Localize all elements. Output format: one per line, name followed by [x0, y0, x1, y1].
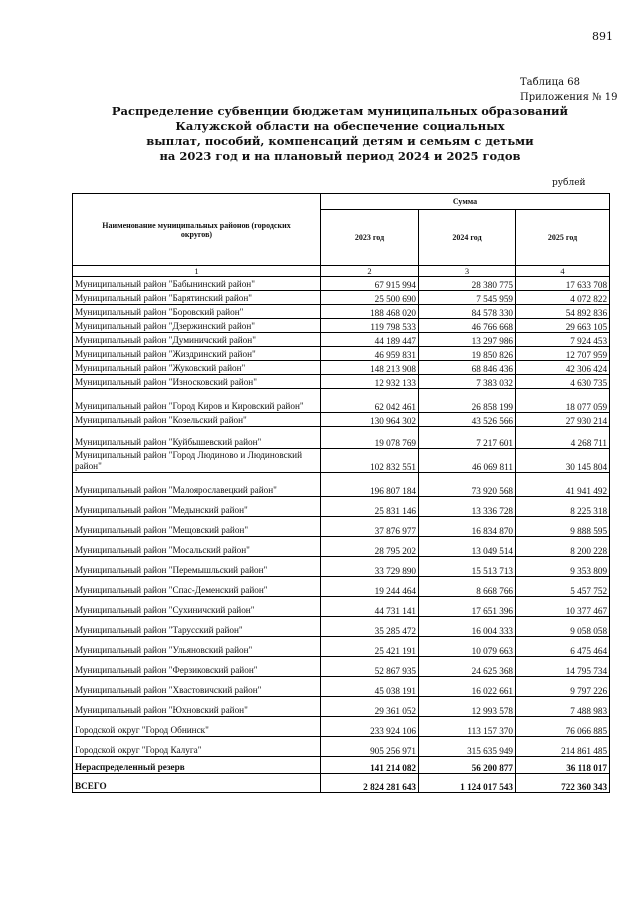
table-row — [73, 697, 610, 717]
table-reference — [520, 75, 617, 105]
amount-2025-cell: 6 475 464 — [516, 637, 610, 657]
amount-2023-cell: 25 831 146 — [321, 497, 419, 517]
table-row — [73, 333, 610, 347]
district-name-cell: Муниципальный район "Мещовский район" — [73, 517, 321, 537]
amount-2025-cell: 722 360 343 — [516, 774, 610, 793]
table-row — [73, 737, 610, 757]
column-numbers-row — [73, 266, 610, 277]
table-row — [73, 375, 610, 389]
header-year-2023: 2023 год — [321, 210, 419, 266]
district-name-cell: Муниципальный район "Город Киров и Кировский район" — [73, 389, 321, 413]
table-row — [73, 427, 610, 449]
amount-2023-cell: 19 078 769 — [321, 427, 419, 449]
amount-2024-cell: 24 625 368 — [419, 657, 516, 677]
table-row — [73, 637, 610, 657]
district-name-cell: Муниципальный район "Хвастовичский район" — [73, 677, 321, 697]
amount-2025-cell: 9 797 226 — [516, 677, 610, 697]
table-row — [73, 537, 610, 557]
amount-2024-cell: 7 217 601 — [419, 427, 516, 449]
header-name-column: Наименование муниципальных районов (городских округов) — [73, 194, 321, 266]
district-name-cell: Муниципальный район "Мосальский район" — [73, 537, 321, 557]
amount-2025-cell: 18 077 059 — [516, 389, 610, 413]
amount-2023-cell: 52 867 935 — [321, 657, 419, 677]
district-name-cell: Муниципальный район "Ферзиковский район" — [73, 657, 321, 677]
amount-2024-cell: 13 336 728 — [419, 497, 516, 517]
amount-2024-cell: 7 383 032 — [419, 375, 516, 389]
amount-2024-cell: 16 022 661 — [419, 677, 516, 697]
district-name-cell: Муниципальный район "Медынский район" — [73, 497, 321, 517]
district-name-cell: Муниципальный район "Дзержинский район" — [73, 319, 321, 333]
amount-2025-cell: 5 457 752 — [516, 577, 610, 597]
amount-2024-cell: 84 578 330 — [419, 305, 516, 319]
amount-2025-cell: 27 930 214 — [516, 413, 610, 427]
amount-2023-cell: 905 256 971 — [321, 737, 419, 757]
table-row — [73, 319, 610, 333]
amount-2024-cell: 10 079 663 — [419, 637, 516, 657]
amount-2025-cell: 36 118 017 — [516, 757, 610, 774]
amount-2025-cell: 42 306 424 — [516, 361, 610, 375]
amount-2025-cell: 8 200 228 — [516, 537, 610, 557]
amount-2025-cell: 9 353 809 — [516, 557, 610, 577]
amount-2025-cell: 7 488 983 — [516, 697, 610, 717]
amount-2025-cell: 30 145 804 — [516, 449, 610, 473]
table-reference-line1: Таблица 68 — [520, 77, 580, 88]
district-name-cell: Нераспределенный резерв — [73, 757, 321, 774]
amount-2024-cell: 43 526 566 — [419, 413, 516, 427]
amount-2023-cell: 44 731 141 — [321, 597, 419, 617]
amount-2023-cell: 67 915 994 — [321, 277, 419, 291]
header-year-2024: 2024 год — [419, 210, 516, 266]
amount-2025-cell: 4 630 735 — [516, 375, 610, 389]
amount-2023-cell: 130 964 302 — [321, 413, 419, 427]
table-row — [73, 774, 610, 793]
amount-2025-cell: 14 795 734 — [516, 657, 610, 677]
amount-2024-cell: 17 651 396 — [419, 597, 516, 617]
amount-2024-cell: 46 069 811 — [419, 449, 516, 473]
amount-2025-cell: 214 861 485 — [516, 737, 610, 757]
amount-2024-cell: 1 124 017 543 — [419, 774, 516, 793]
column-number: 2 — [321, 266, 419, 277]
amount-2023-cell: 37 876 977 — [321, 517, 419, 537]
amount-2023-cell: 141 214 082 — [321, 757, 419, 774]
table-row — [73, 305, 610, 319]
distribution-table — [72, 193, 610, 793]
amount-2023-cell: 148 213 908 — [321, 361, 419, 375]
amount-2024-cell: 113 157 370 — [419, 717, 516, 737]
table-row — [73, 497, 610, 517]
table-row — [73, 413, 610, 427]
amount-2025-cell: 4 072 822 — [516, 291, 610, 305]
column-number: 1 — [73, 266, 321, 277]
page-number: 891 — [592, 30, 613, 43]
amount-2024-cell: 56 200 877 — [419, 757, 516, 774]
table-row — [73, 557, 610, 577]
district-name-cell: Муниципальный район "Барятинский район" — [73, 291, 321, 305]
amount-2023-cell: 62 042 461 — [321, 389, 419, 413]
district-name-cell: Муниципальный район "Боровский район" — [73, 305, 321, 319]
amount-2025-cell: 9 058 058 — [516, 617, 610, 637]
table-row — [73, 389, 610, 413]
amount-2024-cell: 7 545 959 — [419, 291, 516, 305]
amount-2025-cell: 76 066 885 — [516, 717, 610, 737]
table-row — [73, 449, 610, 473]
amount-2024-cell: 16 834 870 — [419, 517, 516, 537]
district-name-cell: Муниципальный район "Износковский район" — [73, 375, 321, 389]
column-number: 4 — [516, 266, 610, 277]
table-row — [73, 577, 610, 597]
amount-2023-cell: 44 189 447 — [321, 333, 419, 347]
district-name-cell: Городской округ "Город Обнинск" — [73, 717, 321, 737]
title-line1: Распределение субвенции бюджетам муниципальных образований — [111, 104, 569, 118]
district-name-cell: Муниципальный район "Козельский район" — [73, 413, 321, 427]
amount-2024-cell: 13 049 514 — [419, 537, 516, 557]
amount-2023-cell: 45 038 191 — [321, 677, 419, 697]
table-row — [73, 657, 610, 677]
amount-2023-cell: 188 468 020 — [321, 305, 419, 319]
table-row — [73, 473, 610, 497]
title-line4: на 2023 год и на плановый период 2024 и 2025 годов — [159, 149, 521, 163]
amount-2023-cell: 25 500 690 — [321, 291, 419, 305]
amount-2024-cell: 12 993 578 — [419, 697, 516, 717]
amount-2025-cell: 9 888 595 — [516, 517, 610, 537]
amount-2024-cell: 19 850 826 — [419, 347, 516, 361]
district-name-cell: Городской округ "Город Калуга" — [73, 737, 321, 757]
district-name-cell: Муниципальный район "Жиздринский район" — [73, 347, 321, 361]
amount-2023-cell: 46 959 831 — [321, 347, 419, 361]
amount-2025-cell: 41 941 492 — [516, 473, 610, 497]
amount-2024-cell: 46 766 668 — [419, 319, 516, 333]
amount-2023-cell: 28 795 202 — [321, 537, 419, 557]
district-name-cell: Муниципальный район "Думиничский район" — [73, 333, 321, 347]
amount-2024-cell: 15 513 713 — [419, 557, 516, 577]
amount-2024-cell: 8 668 766 — [419, 577, 516, 597]
amount-2025-cell: 54 892 836 — [516, 305, 610, 319]
amount-2023-cell: 19 244 464 — [321, 577, 419, 597]
amount-2025-cell: 4 268 711 — [516, 427, 610, 449]
table-row — [73, 291, 610, 305]
district-name-cell: Муниципальный район "Спас-Деменский район" — [73, 577, 321, 597]
district-name-cell: Муниципальный район "Юхновский район" — [73, 697, 321, 717]
amount-2025-cell: 7 924 453 — [516, 333, 610, 347]
amount-2024-cell: 315 635 949 — [419, 737, 516, 757]
amount-2024-cell: 26 858 199 — [419, 389, 516, 413]
table-row — [73, 277, 610, 291]
amount-2025-cell: 10 377 467 — [516, 597, 610, 617]
district-name-cell: Муниципальный район "Тарусский район" — [73, 617, 321, 637]
amount-2023-cell: 35 285 472 — [321, 617, 419, 637]
table-row — [73, 347, 610, 361]
table-row — [73, 717, 610, 737]
amount-2023-cell: 119 798 533 — [321, 319, 419, 333]
title-line3: выплат, пособий, компенсаций детям и семьям с детьми — [146, 134, 534, 148]
header-year-2025: 2025 год — [516, 210, 610, 266]
amount-2023-cell: 196 807 184 — [321, 473, 419, 497]
amount-2024-cell: 16 004 333 — [419, 617, 516, 637]
amount-2024-cell: 68 846 436 — [419, 361, 516, 375]
district-name-cell: Муниципальный район "Ульяновский район" — [73, 637, 321, 657]
amount-2023-cell: 102 832 551 — [321, 449, 419, 473]
amount-2025-cell: 12 707 959 — [516, 347, 610, 361]
table-row — [73, 517, 610, 537]
district-name-cell: Муниципальный район "Город Людиново и Людиновский район" — [73, 449, 321, 473]
title-line2: Калужской области на обеспечение социальных — [175, 119, 505, 133]
table-body — [73, 266, 610, 793]
header-sum: Сумма — [321, 194, 610, 210]
amount-2023-cell: 29 361 052 — [321, 697, 419, 717]
table-row — [73, 757, 610, 774]
column-number: 3 — [419, 266, 516, 277]
document-title — [90, 104, 590, 164]
amount-2023-cell: 233 924 106 — [321, 717, 419, 737]
district-name-cell: Муниципальный район "Перемышльский район" — [73, 557, 321, 577]
amount-2023-cell: 25 421 191 — [321, 637, 419, 657]
district-name-cell: Муниципальный район "Сухиничский район" — [73, 597, 321, 617]
amount-2024-cell: 28 380 775 — [419, 277, 516, 291]
district-name-cell: Муниципальный район "Жуковский район" — [73, 361, 321, 375]
units-label: рублей — [552, 178, 586, 188]
amount-2025-cell: 17 633 708 — [516, 277, 610, 291]
amount-2024-cell: 13 297 986 — [419, 333, 516, 347]
district-name-cell: Муниципальный район "Бабынинский район" — [73, 277, 321, 291]
table-row — [73, 597, 610, 617]
amount-2025-cell: 29 663 105 — [516, 319, 610, 333]
amount-2025-cell: 8 225 318 — [516, 497, 610, 517]
table-row — [73, 361, 610, 375]
amount-2023-cell: 2 824 281 643 — [321, 774, 419, 793]
table-row — [73, 617, 610, 637]
district-name-cell: ВСЕГО — [73, 774, 321, 793]
amount-2023-cell: 33 729 890 — [321, 557, 419, 577]
district-name-cell: Муниципальный район "Куйбышевский район" — [73, 427, 321, 449]
amount-2023-cell: 12 932 133 — [321, 375, 419, 389]
table-row — [73, 677, 610, 697]
district-name-cell: Муниципальный район "Малоярославецкий район" — [73, 473, 321, 497]
table-reference-line2: Приложения № 19 — [520, 92, 618, 103]
amount-2024-cell: 73 920 568 — [419, 473, 516, 497]
